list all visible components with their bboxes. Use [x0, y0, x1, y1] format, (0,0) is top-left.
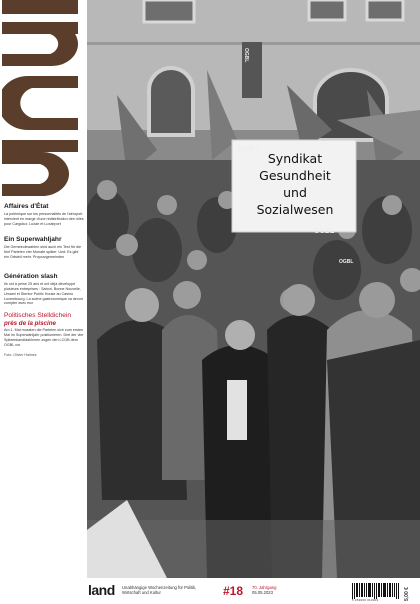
cover-photo-image: [87, 0, 420, 578]
teaser-body: Die Gemeindewahlen sind auch ein Test für die fünf Parteien vier Monate später. Und: Es gibt ein Ortsteil mehr. Proporzgemeinden: [4, 245, 82, 259]
placard-line: und: [283, 185, 307, 200]
placard-line: Sozialwesen: [256, 202, 334, 217]
teaser-body: La polémique sur les personnalités de l'aéroport intervient en marge d'une redistribution des rôles pour Cargolux, Luxair et Luxairport: [4, 212, 84, 226]
price-label: 5,00 €: [404, 587, 410, 601]
teaser-headline: Ein Superwahljahr: [4, 236, 62, 243]
flag-label: OGBL: [339, 259, 354, 265]
issue-date: 05.05.2023: [252, 590, 273, 595]
left-column: [0, 0, 87, 578]
barcode-number: 5 453000 010003: [352, 598, 379, 602]
teaser-body: Am 1. Mai mussten die Parteien sich zum ersten Mal im Superwahljahr positionieren. Drei der vier Spitzenkandidat/innen zogen den LCGB dem OGBL vor: [4, 328, 84, 347]
volume-label: 70. Jahrgang: [252, 585, 277, 590]
footer-tagline: Unabhängige Wochenzeitung für Politik, Wirtschaft und Kultur: [122, 585, 197, 596]
teaser-affaires[interactable]: [4, 203, 84, 227]
placard-line: Syndikat: [267, 151, 323, 166]
issue-number: #18: [223, 584, 244, 598]
teaser-generation-slash[interactable]: [4, 273, 84, 306]
placard-line: Gesundheit: [259, 168, 331, 183]
teaser-headline: Politisches Stelldichein: [4, 312, 72, 319]
teaser-body: Ils ont à peine 25 ans et ont déjà développé plusieurs entreprises : Sabori, Bonne Nouvelle, Umami et Stentor Public House au Casino Luxembourg. La scène gastronomique va devoir compter avec eux: [4, 282, 83, 306]
teaser-headline: Génération slash: [4, 273, 58, 280]
photo-credit: Foto: Olivier Halmes: [4, 353, 37, 357]
teaser-superwahljahr[interactable]: [4, 236, 84, 260]
teaser-stelldichein[interactable]: [4, 312, 84, 347]
cover-photo: [87, 0, 420, 578]
teaser-subheadline: près de la piscine: [4, 319, 56, 327]
placard: [240, 150, 350, 218]
footer-bar: [0, 578, 420, 604]
flag-label: OGBL: [243, 48, 249, 63]
masthead-logo: [2, 0, 78, 196]
footer-logo: land: [88, 582, 115, 598]
flag-label: OGB L: [238, 146, 261, 153]
teaser-headline: Affaires d'État: [4, 203, 49, 210]
flag-label: OGBL: [314, 228, 335, 235]
